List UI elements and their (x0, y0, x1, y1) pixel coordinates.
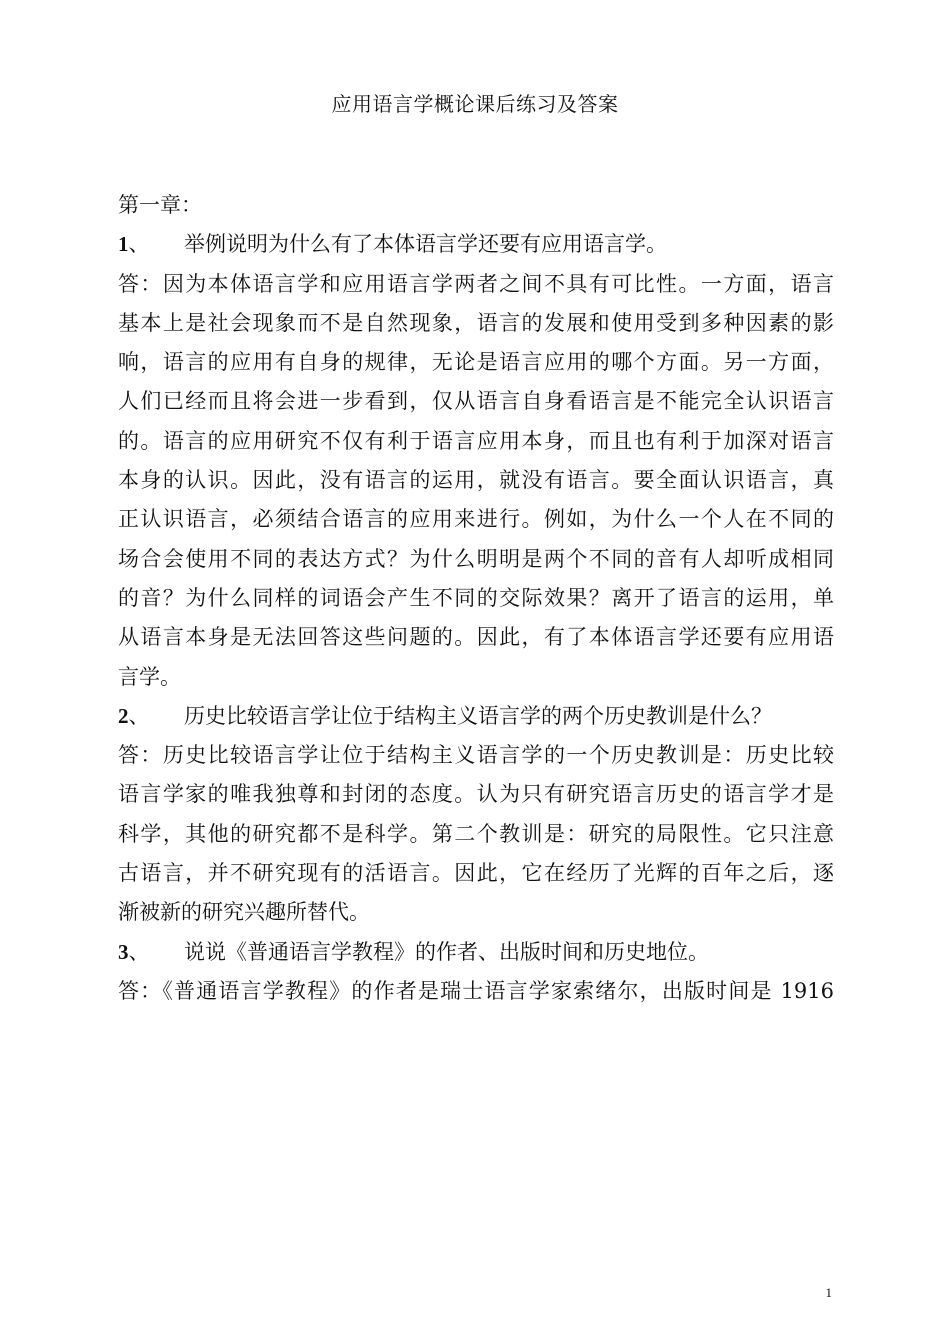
page-number: 1 (825, 1285, 832, 1300)
answer-line: 语言学家的唯我独尊和封闭的态度。认为只有研究语言历史的语言学才是 (118, 782, 834, 807)
document-body (118, 186, 834, 1011)
question-2 (118, 697, 834, 736)
answer-line: 场合会使用不同的表达方式？为什么明明是两个不同的音有人却听成相同 (118, 546, 834, 571)
answer-line: 从语言本身是无法回答这些问题的。因此，有了本体语言学还要有应用语 (118, 625, 834, 650)
answer-line: 答：历史比较语言学让位于结构主义语言学的一个历史教训是：历史比较 (118, 743, 834, 768)
question-text: 历史比较语言学让位于结构主义语言学的两个历史教训是什么？ (184, 703, 772, 728)
answer-line: 基本上是社会现象而不是自然现象，语言的发展和使用受到多种因素的影 (118, 310, 834, 335)
document-title: 应用语言学概论课后练习及答案 (331, 92, 619, 116)
answer-line: 答：《普通语言学教程》的作者是瑞士语言学家索绪尔，出版时间是 1916 (118, 978, 834, 1003)
question-1 (118, 225, 834, 264)
answer-1 (118, 265, 834, 697)
answer-line: 的音？为什么同样的词语会产生不同的交际效果？离开了语言的运用，单 (118, 585, 834, 610)
answer-line: 的。语言的应用研究不仅有利于语言应用本身，而且也有利于加深对语言 (118, 428, 834, 453)
answer-line: 正认识语言，必须结合语言的应用来进行。例如，为什么一个人在不同的 (118, 507, 834, 532)
chapter-heading: 第一章： (118, 193, 202, 217)
answer-line: 本身的认识。因此，没有语言的运用，就没有语言。要全面认识语言，真 (118, 468, 834, 493)
answer-line: 渐被新的研究兴趣所替代。 (118, 900, 370, 925)
question-number: 3、 (118, 939, 150, 964)
question-text: 举例说明为什么有了本体语言学还要有应用语言学。 (184, 232, 667, 257)
question-number: 2、 (118, 703, 150, 728)
answer-line: 答：因为本体语言学和应用语言学两者之间不具有可比性。一方面，语言 (118, 271, 834, 296)
answer-line: 科学，其他的研究都不是科学。第二个教训是：研究的局限性。它只注意 (118, 821, 834, 846)
question-number: 1、 (118, 232, 150, 257)
answer-line: 古语言，并不研究现有的活语言。因此，它在经历了光辉的百年之后，逐 (118, 861, 834, 886)
answer-3 (118, 972, 834, 1011)
answer-line: 言学。 (118, 664, 181, 689)
answer-line: 人们已经而且将会进一步看到，仅从语言自身看语言是不能完全认识语言 (118, 389, 834, 414)
question-text: 说说《普通语言学教程》的作者、出版时间和历史地位。 (184, 939, 709, 964)
answer-2 (118, 736, 834, 932)
question-3 (118, 933, 834, 972)
answer-line: 响，语言的应用有自身的规律，无论是语言应用的哪个方面。另一方面， (118, 350, 834, 375)
